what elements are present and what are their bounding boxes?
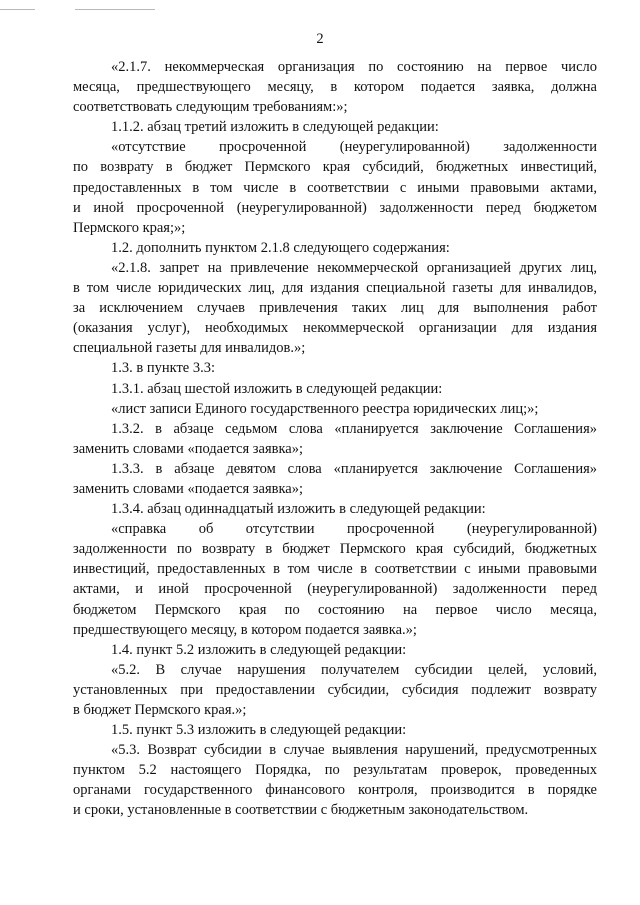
document-body: [73, 57, 597, 821]
paragraph-line: в том числе юридических лиц, для издания специальной газеты для инвалидов,: [73, 280, 597, 297]
paragraph: [73, 258, 597, 358]
page-number: 2: [316, 31, 324, 47]
paragraph-line: заменить словами «подается заявка»;: [73, 440, 303, 457]
paragraph-line: специальной газеты для инвалидов.»;: [73, 340, 306, 357]
paragraph-line: 1.3.2. в абзаце седьмом слова «планируется заключение Соглашения»: [111, 420, 597, 437]
paragraph-line: и иной просроченной (неурегулированной) задолженности перед бюджетом: [73, 199, 597, 216]
paragraph-line: бюджетом Пермского края по состоянию на первое число месяца,: [73, 601, 597, 618]
paragraph-line: предоставленных в том числе в соответствии с иными правовыми актами,: [73, 179, 597, 196]
paragraph: [73, 499, 597, 519]
paragraph-line: предшествующего месяцу, в котором подается заявка.»;: [73, 621, 417, 638]
paragraph: [73, 459, 597, 499]
paragraph-line: 1.3.4. абзац одиннадцатый изложить в следующей редакции:: [111, 501, 486, 518]
paragraph-line: Пермского края;»;: [73, 219, 186, 236]
paragraph: [73, 519, 597, 640]
scan-edge-mark: [75, 9, 155, 10]
paragraph: [73, 640, 597, 660]
paragraph-line: «2.1.7. некоммерческая организация по состоянию на первое число: [111, 59, 597, 75]
paragraph: [73, 720, 597, 740]
paragraph-line: 1.3.1. абзац шестой изложить в следующей редакции:: [111, 380, 443, 397]
paragraph-line: в бюджет Пермского края.»;: [73, 702, 247, 718]
paragraph-line: «отсутствие просроченной (неурегулированной) задолженности: [111, 139, 597, 156]
paragraph-line: и сроки, установленные в соответствии с бюджетным законодательством.: [73, 802, 529, 819]
paragraph-line: установленных при предоставлении субсидии, субсидия подлежит возврату: [73, 681, 597, 698]
paragraph: [73, 419, 597, 459]
paragraph-line: «5.2. В случае нарушения получателем субсидии целей, условий,: [111, 661, 597, 678]
paragraph-line: 1.5. пункт 5.3 изложить в следующей редакции:: [111, 722, 407, 739]
paragraph: [73, 740, 597, 820]
paragraph-line: 1.4. пункт 5.2 изложить в следующей редакции:: [111, 641, 407, 658]
paragraph: [73, 660, 597, 720]
paragraph-line: актами, и иной просроченной (неурегулированной) задолженности перед: [73, 581, 597, 598]
paragraph-line: инвестиций, предоставленных в том числе в соответствии с иными правовыми: [73, 561, 597, 578]
paragraph-line: «2.1.8. запрет на привлечение некоммерческой организацией других лиц,: [111, 259, 597, 276]
paragraph-line: «справка об отсутствии просроченной (неурегулированной): [111, 521, 597, 538]
paragraph-line: «лист записи Единого государственного реестра юридических лиц;»;: [111, 400, 539, 417]
paragraph-line: 1.2. дополнить пунктом 2.1.8 следующего содержания:: [111, 239, 450, 256]
paragraph-line: 1.3. в пункте 3.3:: [111, 360, 216, 377]
paragraph: [73, 117, 597, 137]
paragraph: [73, 238, 597, 258]
paragraph-line: по возврату в бюджет Пермского края субсидий, бюджетных инвестиций,: [73, 159, 597, 176]
paragraph-line: «5.3. Возврат субсидии в случае выявления нарушений, предусмотренных: [111, 742, 597, 759]
paragraph-line: органами государственного финансового контроля, производится в порядке: [73, 782, 597, 799]
paragraph-line: за исключением случаев привлечения таких лиц для выполнения работ: [73, 300, 597, 317]
paragraph-line: соответствовать следующим требованиям:»;: [73, 99, 348, 116]
paragraph: [73, 358, 597, 378]
paragraph-line: 1.1.2. абзац третий изложить в следующей редакции:: [111, 119, 439, 136]
scan-edge-mark: [0, 9, 35, 10]
paragraph-line: заменить словами «подается заявка»;: [73, 480, 303, 497]
paragraph-line: месяца, предшествующего месяцу, в котором подается заявка, должна: [73, 79, 597, 96]
paragraph-line: пунктом 5.2 настоящего Порядка, по результатам проверок, проведенных: [73, 762, 597, 779]
paragraph: [73, 57, 597, 117]
paragraph: [73, 399, 597, 419]
paragraph-line: 1.3.3. в абзаце девятом слова «планируется заключение Соглашения»: [111, 460, 597, 477]
paragraph-line: задолженности по возврату в бюджет Пермского края субсидий, бюджетных: [73, 541, 597, 558]
paragraph-line: (оказания услуг), необходимых некоммерческой организации для издания: [73, 320, 597, 337]
paragraph: [73, 379, 597, 399]
paragraph: [73, 137, 597, 237]
